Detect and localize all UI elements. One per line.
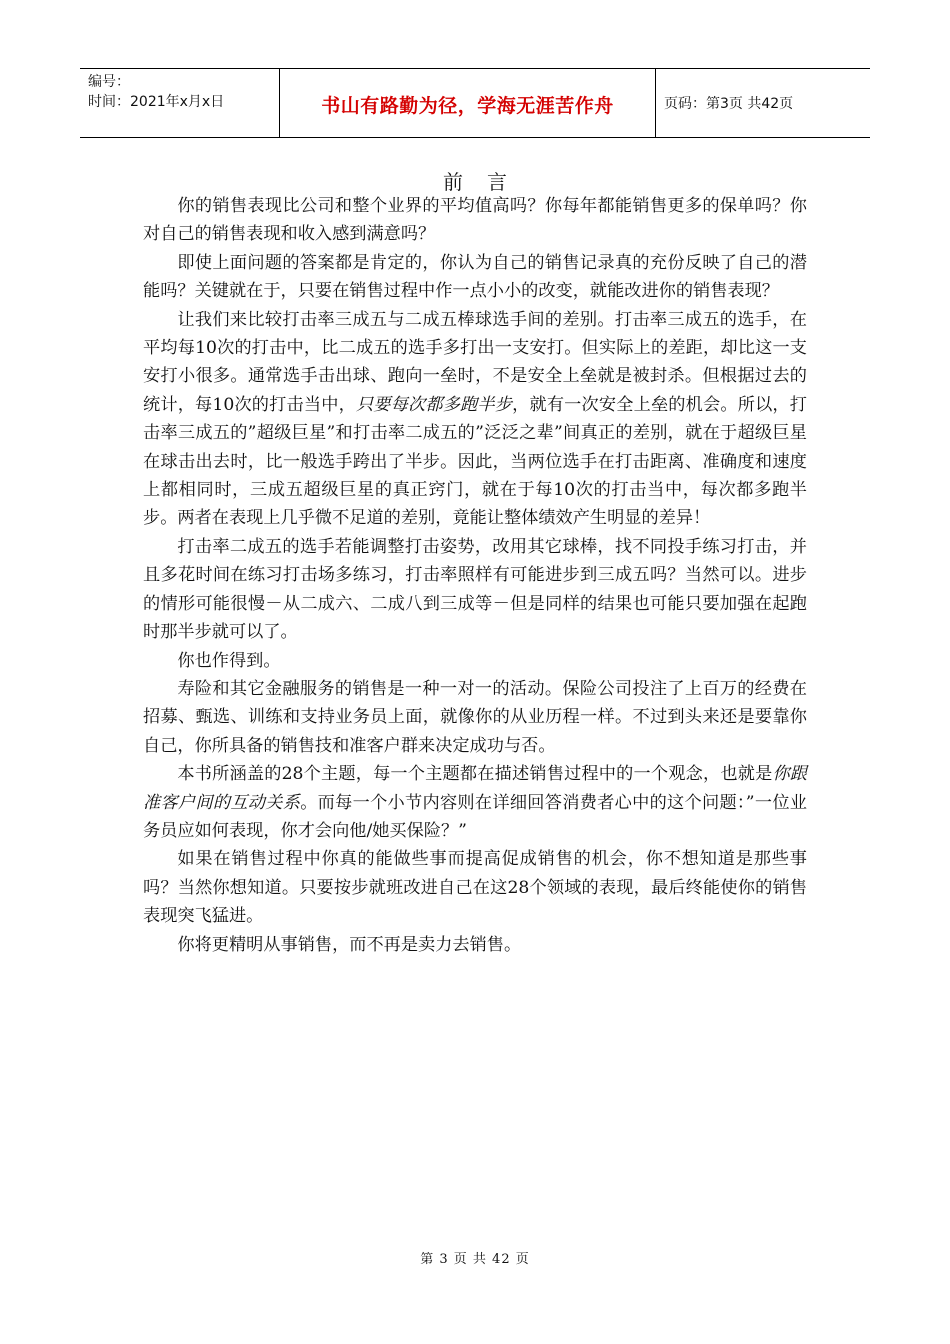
paragraph-text: 本书所涵盖的28个主题，每一个主题都在描述销售过程中的一个观念，也就是 xyxy=(177,764,773,785)
document-date-label: 时间：2021年x月x日 xyxy=(88,94,225,110)
paragraph-text: 让我们来比较打击率三成五与二成五棒球选手间的差别。打击率三成五的选手，在平均每10次的打击中，比二成五的选手多打出一支安打。但实际上的差距，却比这一支安打小很多。通常选手击出球、跑向一垒时，不是安全上垒就是被封杀。但根据过去的统计，每10次的打击当中， xyxy=(143,309,807,415)
body-paragraph xyxy=(143,760,807,845)
body-paragraph xyxy=(143,931,807,959)
body-paragraph xyxy=(143,306,807,533)
emphasized-text: 只要每次都多跑半步 xyxy=(355,394,513,415)
page-title: 前言 xyxy=(443,170,531,194)
body-paragraph xyxy=(143,675,807,760)
paragraph-text: 。而每一个小节内容则在详细回答消费者心中的这个问题：”一位业务员应如何表现，你才会向他/她买保险？” xyxy=(143,792,807,841)
body-paragraph xyxy=(143,192,807,249)
header-motto: 书山有路勤为径，学海无涯苦作舟 xyxy=(321,94,614,117)
header-motto-cell xyxy=(280,69,656,137)
paragraph-text: 寿险和其它金融服务的销售是一种一对一的活动。保险公司投注了上百万的经费在招募、甄选、训练和支持业务员上面，就像你的从业历程一样。不过到头来还是要靠你自己，你所具备的销售技和准客户群来决定成功与否。 xyxy=(143,678,807,756)
paragraph-text: ，就有一次安全上垒的机会。所以，打击率三成五的”超级巨星”和打击率二成五的”泛泛之辈”间真正的差别，就在于超级巨星在球击出去时，比一般选手跨出了半步。因此，当两位选手在打击距离、准确度和速度上都相同时，三成五超级巨星的真正窍门，就在于每10次的打击当中，每次都多跑半步。两者在表现上几乎微不足道的差别，竟能让整体绩效产生明显的差异！ xyxy=(143,394,807,529)
paragraph-text: 你也作得到。 xyxy=(177,650,281,671)
body-paragraph xyxy=(143,249,807,306)
emphasized-text: 你跟准客户间的互动关系 xyxy=(143,764,807,813)
paragraph-text: 打击率二成五的选手若能调整打击姿势，改用其它球棒，找不同投手练习打击，并且多花时间在练习打击场多练习，打击率照样有可能进步到三成五吗？当然可以。进步的情形可能很慢－从二成六、二成八到三成等－但是同样的结果也可能只要加强在起跑时那半步就可以了。 xyxy=(143,536,807,643)
body-paragraph xyxy=(143,533,807,647)
document-body xyxy=(143,192,807,959)
header-page-cell xyxy=(656,69,870,137)
page-footer: 第 3 页 共 42 页 xyxy=(420,1252,530,1267)
body-paragraph xyxy=(143,647,807,675)
document-number-label: 编号： xyxy=(88,74,130,90)
paragraph-text: 你将更精明从事销售，而不再是卖力去销售。 xyxy=(177,934,522,955)
header-page-label: 页码：第3页 共42页 xyxy=(664,96,794,112)
header-meta xyxy=(80,69,280,137)
paragraph-text: 你的销售表现比公司和整个业界的平均值高吗？你每年都能销售更多的保单吗？你对自己的销售表现和收入感到满意吗？ xyxy=(143,196,807,245)
paragraph-text: 如果在销售过程中你真的能做些事而提高促成销售的机会，你不想知道是那些事吗？当然你想知道。只要按步就班改进自己在这28个领域的表现，最后终能使你的销售表现突飞猛进。 xyxy=(143,849,807,927)
document-header xyxy=(80,68,870,138)
body-paragraph xyxy=(143,845,807,930)
paragraph-text: 即使上面问题的答案都是肯定的，你认为自己的销售记录真的充份反映了自己的潜能吗？关键就在于，只要在销售过程中作一点小小的改变，就能改进你的销售表现？ xyxy=(143,252,807,302)
